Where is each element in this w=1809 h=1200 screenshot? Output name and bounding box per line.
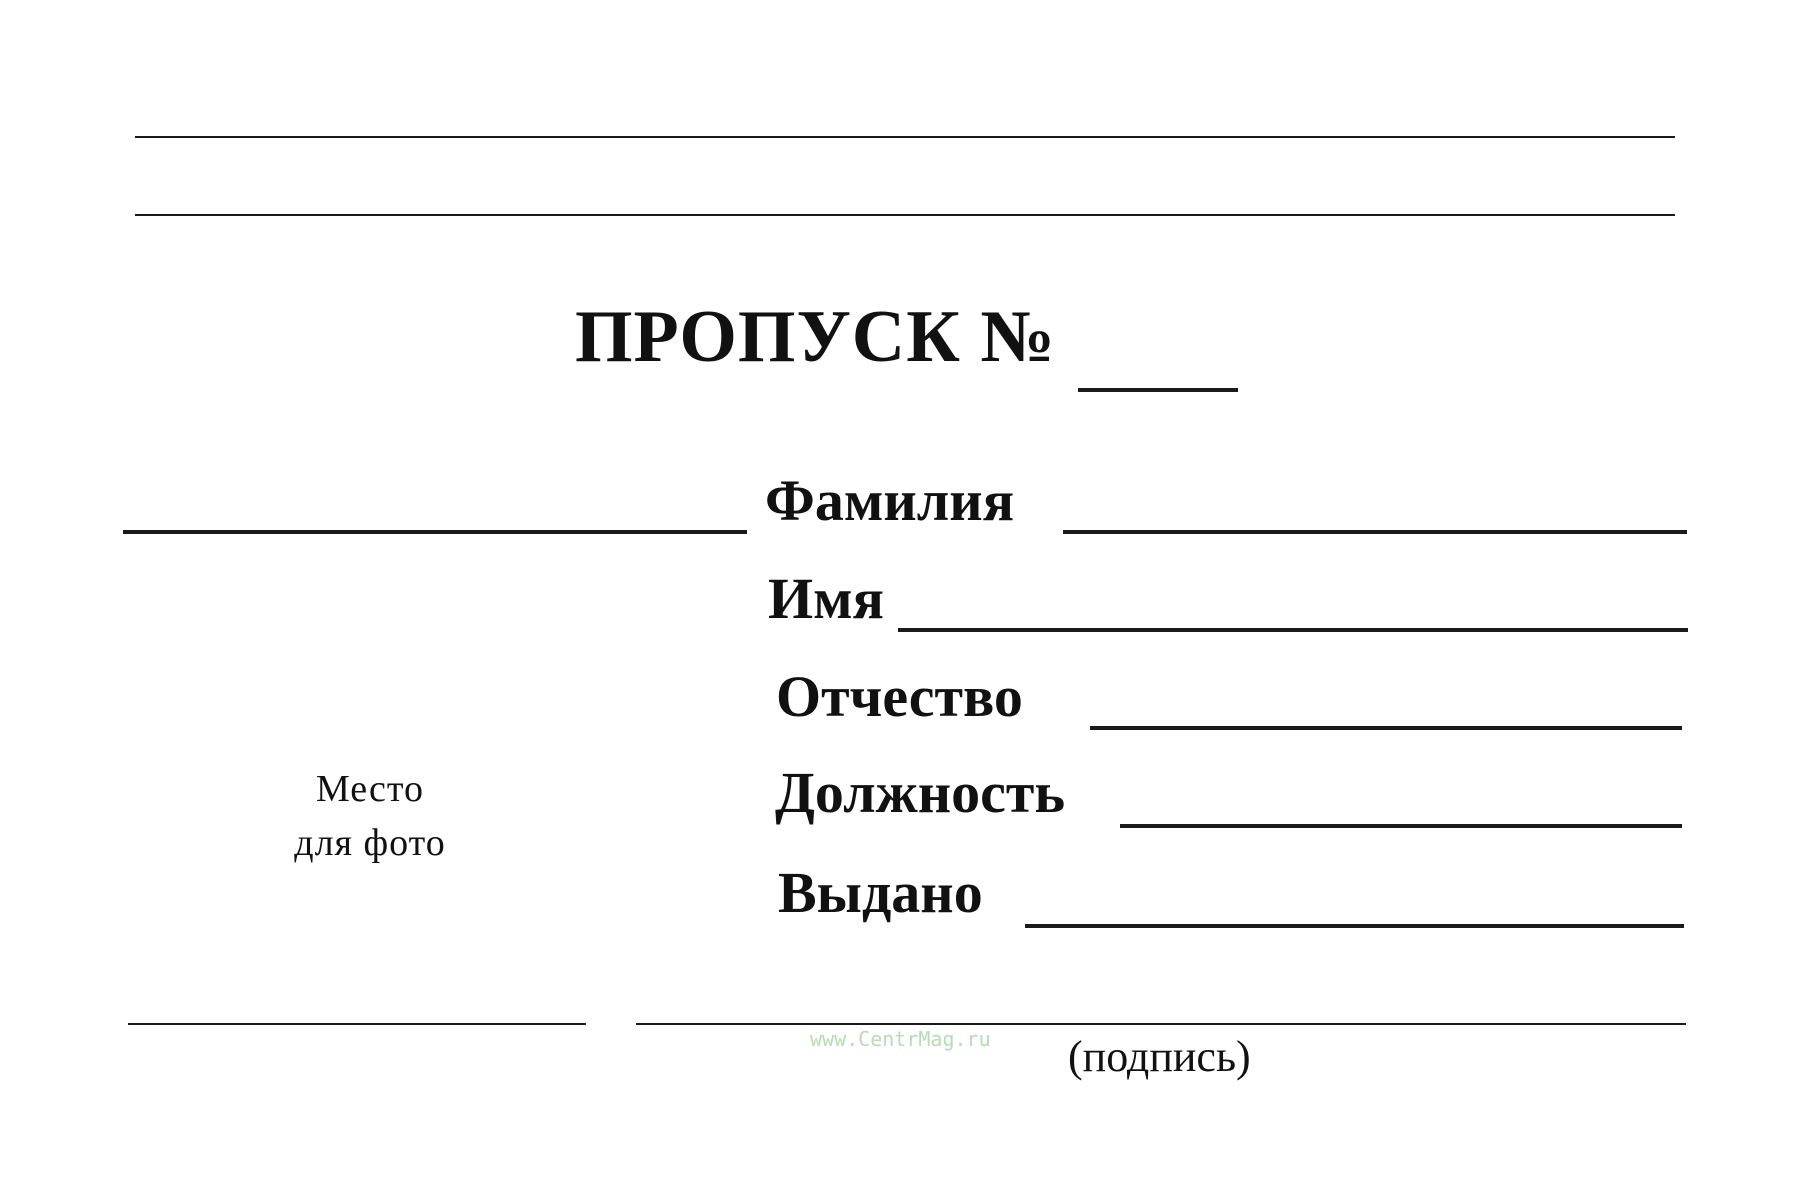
field-patronymic-line[interactable] [1090,726,1682,730]
photo-area-top-line [123,530,747,534]
field-surname-label: Фамилия [765,468,1015,533]
field-name-label: Имя [768,566,884,631]
field-issued-label: Выдано [778,860,983,925]
bottom-left-line[interactable] [128,1023,586,1025]
field-patronymic-label: Отчество [776,664,1023,729]
field-name-line[interactable] [898,628,1688,632]
header-blank-line-1[interactable] [135,136,1675,138]
pass-title: ПРОПУСК № [575,296,1056,378]
watermark-text: www.CentrMag.ru [810,1027,991,1051]
field-position-label: Должность [775,760,1066,825]
field-issued-line[interactable] [1025,924,1684,928]
photo-placeholder-line1: Место [315,768,425,810]
pass-number-field[interactable] [1078,388,1238,392]
signature-line[interactable] [636,1023,1686,1025]
header-blank-line-2[interactable] [135,214,1675,216]
field-position-line[interactable] [1120,824,1682,828]
photo-placeholder-line2: для фото [294,822,446,864]
field-surname-line[interactable] [1063,530,1687,534]
signature-caption: (подпись) [1068,1032,1251,1081]
